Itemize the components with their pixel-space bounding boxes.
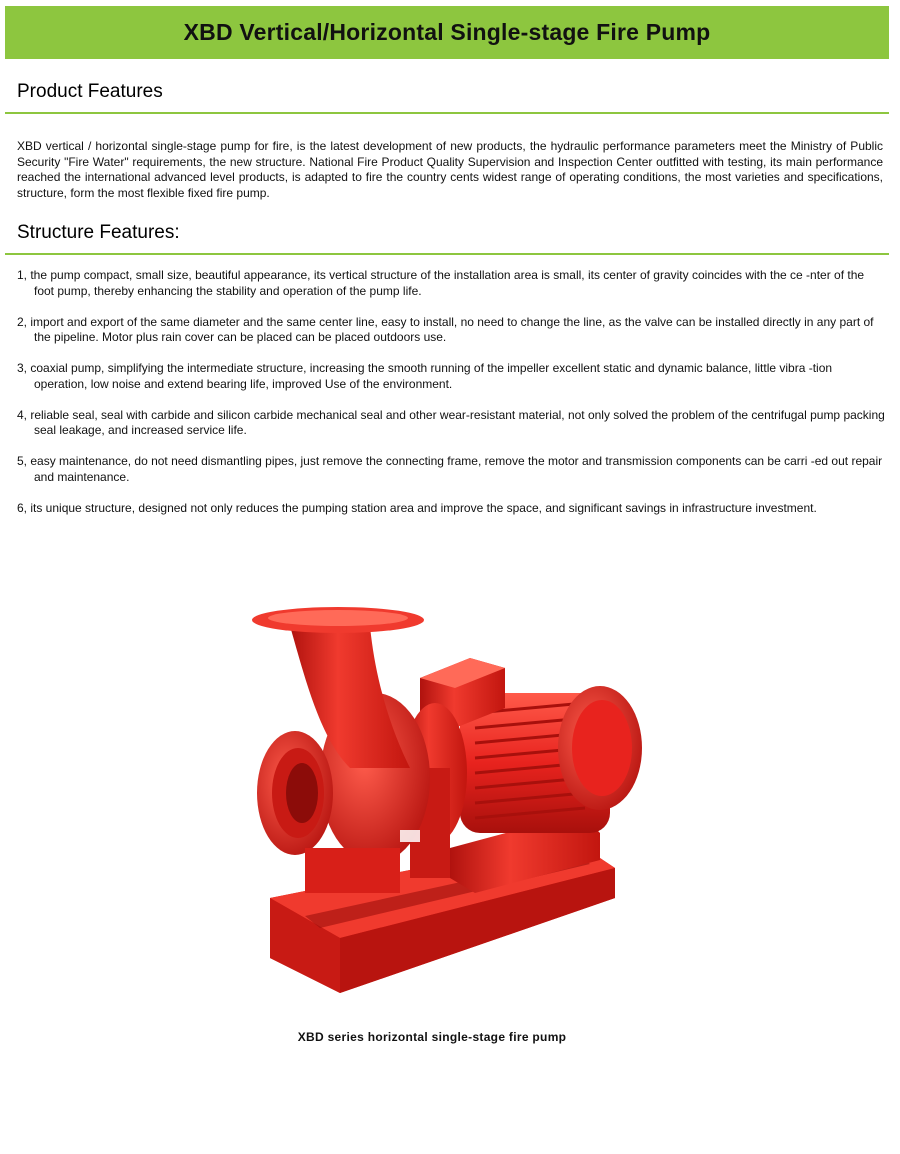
figure-caption: XBD series horizontal single-stage fire pump — [297, 1030, 567, 1044]
product-features-header — [5, 70, 889, 114]
feature-item: 1, the pump compact, small size, beautiful appearance, its vertical structure of the installation area is small, its center of gravity coincides with the ce -nter of the foot pump, thereby enhancing the stability and operation of the pump life. — [17, 268, 865, 298]
feature-item: 6, its unique structure, designed not only reduces the pumping station area and improve the space, and significant savings in infrastructure investment. — [17, 500, 817, 515]
product-features-text: XBD vertical / horizontal single-stage pump for fire, is the latest development of new products, the hydraulic performance parameters meet the Ministry of Public Security "Fire Water" requirements, the new structure. National Fire Product Quality Supervision and Inspection Center outfitted with testing, its main performance reached the international advanced level products, is adapted to fire the country cents widest range of operating conditions, the most varieties and specifications, structure, form the most flexible fixed fire pump. — [17, 139, 883, 200]
product-features-heading: Product Features — [17, 81, 163, 102]
feature-item: 3, coaxial pump, simplifying the intermediate structure, increasing the smooth running of the impeller excellent static and dynamic balance, little vibra -tion operation, low noise and extend bearing life, improved Use of the environment. — [17, 361, 833, 391]
title-banner — [5, 6, 889, 59]
structure-features-list — [17, 268, 887, 532]
feature-item: 4, reliable seal, seal with carbide and silicon carbide mechanical seal and other wear-resistant material, not only solved the problem of the centrifugal pump packing seal leakage, and increased service life. — [17, 407, 885, 437]
feature-item: 5, easy maintenance, do not need dismantling pipes, just remove the connecting frame, remove the motor and transmission components can be carri -ed out repair and maintenance. — [17, 454, 883, 484]
structure-features-header — [5, 211, 889, 255]
page-title: XBD Vertical/Horizontal Single-stage Fire Pump — [183, 19, 711, 45]
fire-pump-image — [250, 598, 650, 1013]
structure-features-heading: Structure Features: — [17, 222, 180, 243]
feature-item: 2, import and export of the same diameter and the same center line, easy to install, no need to change the line, as the valve can be installed directly in any part of the pipeline. Motor plus rain cover can be placed can be placed outdoors use. — [17, 314, 874, 344]
